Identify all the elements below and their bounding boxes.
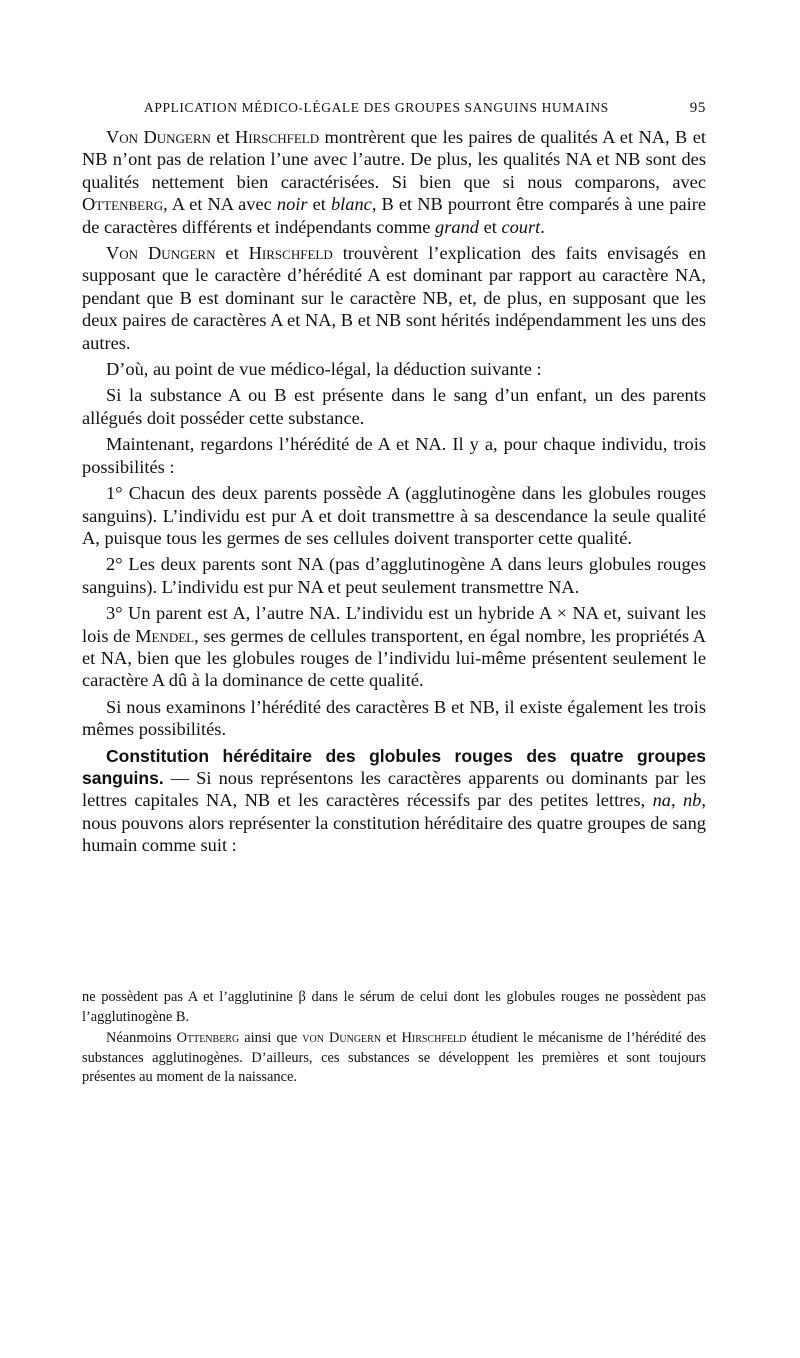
paragraph-5: Maintenant, regardons l’hérédité de A et NA. Il y a, pour chaque individu, trois possibilités :	[82, 434, 706, 477]
text-run: ainsi que	[239, 1030, 303, 1047]
section-heading: Constitution héréditaire des globules rouges des quatre groupes sanguins.	[82, 745, 706, 788]
author-name: Von Dungern	[106, 243, 216, 264]
page-header	[82, 100, 706, 120]
italic-term: court	[501, 216, 541, 237]
text-run: montrèrent que les paires de qualités A et NA, B et NB n’ont pas de relation l’une avec l’autre. De plus, les qualités NA et NB sont des qualités nettement bien caractérisées. Si bien que si nous comparons, avec	[82, 127, 707, 192]
author-name: Mendel	[135, 625, 195, 646]
page-number: 95	[689, 100, 706, 116]
author-name: Von Dungern	[106, 127, 211, 147]
italic-term: nb	[682, 790, 702, 811]
running-title: APPLICATION MÉDICO-LÉGALE DES GROUPES SANGUINS HUMAINS	[144, 100, 609, 115]
text-run: et	[210, 127, 236, 147]
text-run: , A et NA avec	[163, 194, 277, 215]
author-name: von Dungern	[302, 1030, 382, 1047]
paragraph-9: Si nous examinons l’hérédité des caractères B et NB, il existe également les trois mêmes possibilités.	[82, 696, 706, 740]
text-run: , B et NB pourront être comparés à une paire de caractères différents et indépendants comme	[82, 194, 706, 237]
paragraph-6: 1° Chacun des deux parents possède A (agglutinogène dans les globules rouges sanguins). L’individu est pur A et doit transmettre à sa descendance la seule qualité A, puisque tous les germes de ses cellules doivent transporter cette qualité.	[82, 483, 706, 548]
text-run: ,	[671, 790, 683, 811]
italic-term: noir	[276, 194, 308, 215]
paragraph-8	[82, 602, 706, 692]
text-run: , nous pouvons alors représenter la constitution héréditaire des quatre groupes de sang humain comme suit :	[82, 790, 706, 856]
text-run: et	[307, 194, 331, 215]
author-name: Ottenberg	[82, 194, 164, 215]
author-name: Hirschfeld	[235, 127, 320, 147]
text-run: 3° Un parent est A, l’autre NA. L’individu est un hybride A × NA et, suivant les lois de	[82, 603, 706, 646]
paragraph-3: D’où, au point de vue médico-légal, la déduction suivante :	[106, 359, 542, 380]
text-run: — Si nous représentons les caractères apparents ou dominants par les lettres capitales NA, NB et les caractères récessifs par des petites lettres,	[82, 767, 706, 811]
author-name: Hirschfeld	[401, 1030, 467, 1047]
paragraph-1	[82, 126, 706, 238]
italic-term: na	[652, 790, 671, 811]
text-run: , ses germes de cellules transportent, en égal nombre, les propriétés A et NA, bien que les globules rouges de l’individu lui-même présentent seulement le caractère A dû à la dominance de cette qualité.	[82, 625, 706, 691]
text-run: .	[540, 216, 545, 237]
italic-term: blanc	[330, 194, 372, 215]
footnote	[82, 1029, 706, 1088]
paragraph-2	[82, 242, 706, 354]
text-run: Néanmoins	[106, 1030, 177, 1047]
author-name: Hirschfeld	[248, 243, 333, 264]
text-run: et	[215, 243, 249, 264]
italic-term: grand	[435, 216, 479, 237]
text-run: et	[478, 216, 502, 237]
paragraph-7: 2° Les deux parents sont NA (pas d’agglutinogène A dans leurs globules rouges sanguins). L’individu est pur NA et peut seulement transmettre NA.	[82, 554, 706, 597]
text-run: étudient le mécanisme de l’hérédité des substances agglutinogènes. D’ailleurs, ces substances se développent les premières et sont toujours présentes au moment de la naissance.	[82, 1030, 706, 1086]
paragraph-4: Si la substance A ou B est présente dans le sang d’un enfant, un des parents allégués doit posséder cette substance.	[82, 385, 706, 428]
text-run: et	[381, 1030, 402, 1047]
body-text	[82, 126, 706, 861]
author-name: Ottenberg	[176, 1030, 240, 1047]
text-run: trouvèrent l’explication des faits envisagés en supposant que le caractère d’hérédité A est dominant par rapport au caractère NA, pendant que B est dominant sur le caractère NB, et, de plus, en supposant que les deux paires de caractères A et NA, B et NB sont hérités indépendamment les uns des autres.	[82, 243, 707, 353]
footnotes	[82, 988, 706, 1090]
footnote-continuation: ne possèdent pas A et l’agglutinine β dans le sérum de celui dont les globules rouges ne possèdent pas l’agglutinogène B.	[82, 989, 706, 1025]
paragraph-10	[82, 745, 706, 857]
